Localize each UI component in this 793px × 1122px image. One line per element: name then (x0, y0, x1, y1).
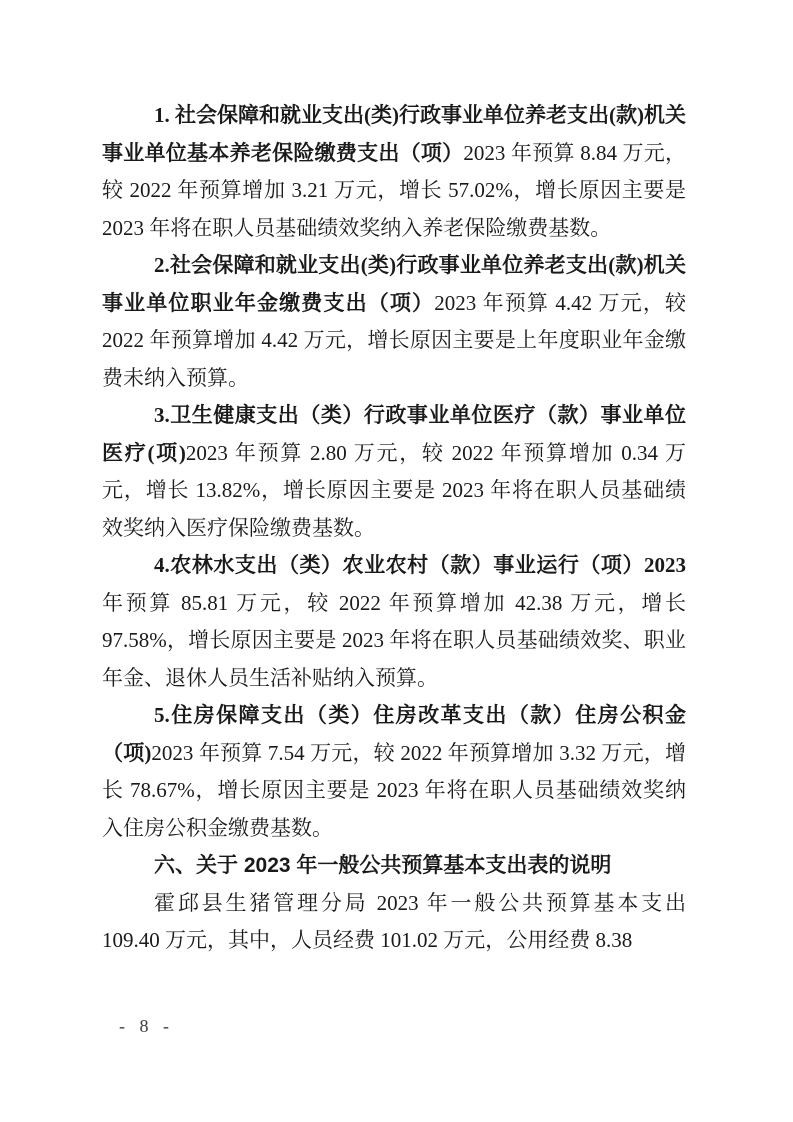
text-run: 4.农林水支出（类）农业农村（款）事业运行（项）2023 (154, 553, 686, 577)
text-run: 5.住房保障支出（类）住房改革支出（款）住房公积金（项) (102, 703, 686, 765)
document-body (102, 97, 686, 960)
text-run: 2023 年预算 8.84 万元，较 2022 年预算增加 3.21 万元，增长 57.02%，增长原因主要是 2023 年将在职人员基础绩效奖纳入养老保险缴费基数。 (102, 140, 687, 240)
text-run: 2.社会保障和就业支出(类)行政事业单位养老支出(款)机关事业单位职业年金缴费支出（项） (102, 253, 686, 315)
text-run: 2023 年预算 4.42 万元，较 2022 年预算增加 4.42 万元，增长原因主要是上年度职业年金缴费未纳入预算。 (102, 290, 686, 390)
para-5-housing-fund (102, 697, 686, 847)
para-2-occupational-annuity (102, 247, 686, 397)
text-run: 霍邱县生猪管理分局 2023 年一般公共预算基本支出 109.40 万元，其中，人员经费 101.02 万元，公用经费 8.38 (102, 890, 686, 952)
heading-section-six (102, 847, 686, 885)
text-run: 2023 年预算 7.54 万元，较 2022 年预算增加 3.32 万元，增长 78.67%，增长原因主要是 2023 年将在职人员基础绩效奖纳入住房公积金缴费基数。 (102, 740, 686, 840)
text-run: 1. 社会保障和就业支出(类)行政事业单位养老支出(款)机关事业单位基本养老保险缴费支出（项） (102, 103, 686, 165)
text-run: 六、关于 2023 年一般公共预算基本支出表的说明 (154, 854, 612, 877)
text-run: 年预算 85.81 万元，较 2022 年预算增加 42.38 万元，增长 97.58%，增长原因主要是 2023 年将在职人员基础绩效奖、职业年金、退休人员生活补贴纳入预算。 (102, 590, 686, 690)
para-6-basic-expenditure (102, 885, 686, 960)
page-number: - 8 - (119, 1016, 174, 1036)
para-1-pension-contribution (102, 97, 686, 247)
para-4-agriculture (102, 547, 686, 697)
para-3-medical (102, 397, 686, 547)
text-run: 2023 年预算 2.80 万元，较 2022 年预算增加 0.34 万元，增长 13.82%，增长原因主要是 2023 年将在职人员基础绩效奖纳入医疗保险缴费基数。 (102, 440, 686, 540)
text-run: 3.卫生健康支出（类）行政事业单位医疗（款）事业单位医疗(项) (102, 403, 686, 465)
